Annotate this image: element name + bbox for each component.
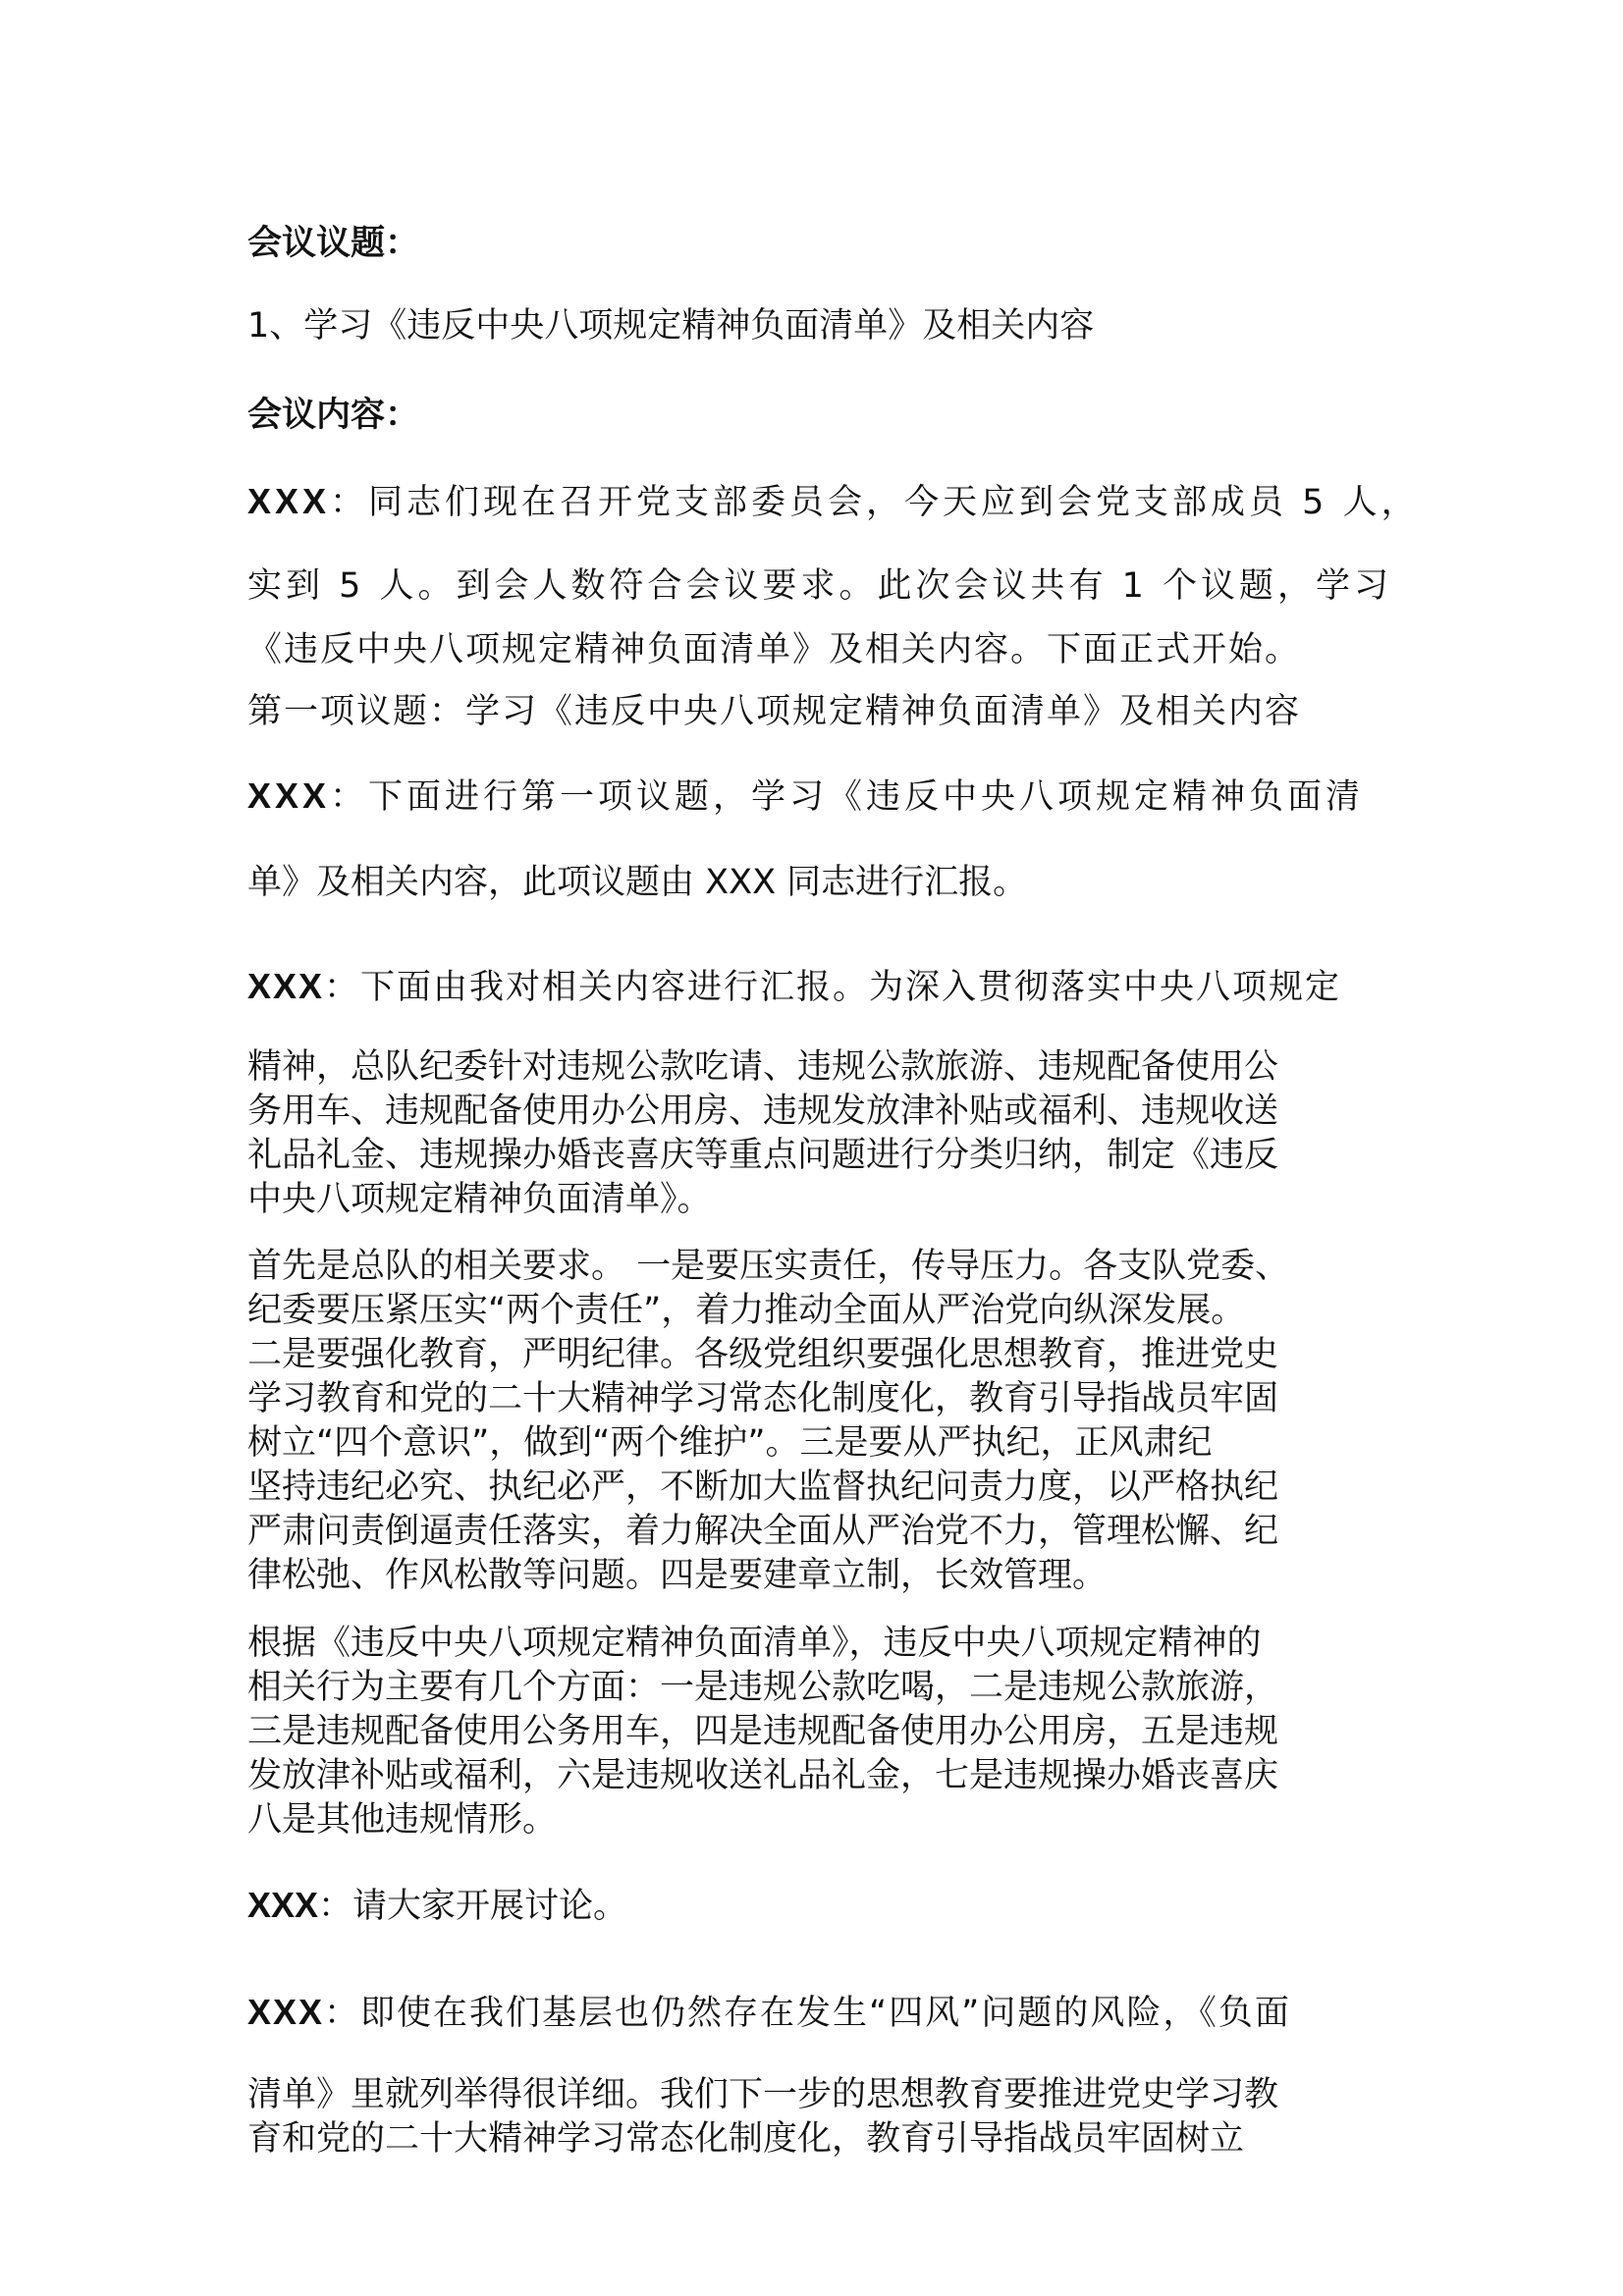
block2-line-2: 单》及相关内容，此项议题由 XXX 同志进行汇报。 (247, 863, 1028, 902)
list-line-4: 发放津补贴或福利，六是违规收送礼品礼金，七是违规操办婚丧喜庆 (247, 1756, 1279, 1795)
block3-line-2: 精神，总队纪委针对违规公款吃请、违规公款旅游、违规配备使用公 (247, 1047, 1279, 1087)
heading-meeting-topics: 会议议题： (247, 224, 420, 263)
req-line-1: 首先是总队的相关要求。 一是要压实责任，传导压力。各支队党委、 (247, 1247, 1290, 1286)
list-line-3: 三是违规配备使用公务用车，四是违规配备使用办公用房，五是违规 (247, 1712, 1279, 1751)
block3-line-3: 务用车、违规配备使用办公用房、违规发放津补贴或福利、违规收送 (247, 1092, 1279, 1131)
block1-line-2: 实到 5 人。到会人数符合会议要求。此次会议共有 1 个议题，学习 (247, 566, 1393, 606)
req-line-3: 二是要强化教育，严明纪律。各级党组织要强化思想教育，推进党史 (247, 1335, 1279, 1374)
block1-text-1: ：同志们现在召开党支部委员会，今天应到会党支部成员 5 人， (330, 483, 1420, 522)
block3-line-1 (247, 965, 1341, 1009)
block5-line-1 (247, 1991, 1291, 2035)
list-line-2: 相关行为主要有几个方面：一是违规公款吃喝，二是违规公款旅游， (247, 1668, 1279, 1707)
req-line-6: 坚持违纪必究、执纪必严，不断加大监督执纪问责力度，以严格执纪 (247, 1468, 1279, 1507)
req-line-7: 严肃问责倒逼责任落实，着力解决全面从严治党不力，管理松懈、纪 (247, 1512, 1279, 1551)
speaker-label: XXX (247, 966, 325, 1006)
block4-text-1: ：请大家开展讨论。 (318, 1887, 628, 1926)
block3-line-5: 中央八项规定精神负面清单》。 (247, 1180, 712, 1219)
block5-line-3: 育和党的二十大精神学习常态化制度化，教育引导指战员牢固树立 (247, 2119, 1245, 2159)
block2-line-1 (247, 774, 1364, 819)
speaker-label: XXX (247, 1885, 319, 1925)
block1-line-3: 《违反中央八项规定精神负面清单》及相关内容。下面正式开始。 (247, 630, 1302, 669)
speaker-label: XXX (247, 1992, 325, 2032)
req-line-5: 树立“四个意识”，做到“两个维护”。三是要从严执纪，正风肃纪 (247, 1423, 1213, 1463)
speaker-label: XXX (247, 775, 331, 816)
heading-meeting-content: 会议内容： (247, 396, 420, 435)
topic-item-1: 1、学习《违反中央八项规定精神负面清单》及相关内容 (247, 306, 1095, 346)
block1-line-1 (247, 480, 1420, 524)
block3-line-4: 礼品礼金、违规操办婚丧喜庆等重点问题进行分类归纳，制定《违反 (247, 1136, 1279, 1175)
speaker-label: XXX (247, 481, 331, 521)
block5-line-2: 清单》里就列举得很详细。我们下一步的思想教育要推进党史学习教 (247, 2075, 1279, 2114)
list-line-5: 八是其他违规情形。 (247, 1800, 558, 1840)
req-line-8: 律松弛、作风松散等问题。四是要建章立制，长效管理。 (247, 1556, 1108, 1595)
agenda-item-1: 第一项议题：学习《违反中央八项规定精神负面清单》及相关内容 (247, 692, 1302, 731)
block5-text-1: ：即使在我们基层也仍然存在发生“四风”问题的风险，《负面 (324, 1994, 1291, 2033)
block2-text-1: ：下面进行第一项议题，学习《违反中央八项规定精神负面清 (330, 777, 1365, 817)
req-line-4: 学习教育和党的二十大精神学习常态化制度化，教育引导指战员牢固 (247, 1379, 1279, 1418)
block4-line-1 (247, 1884, 627, 1928)
req-line-2: 纪委要压紧压实“两个责任”，着力推动全面从严治党向纵深发展。 (247, 1291, 1246, 1330)
block3-text-1: ：下面由我对相关内容进行汇报。为深入贯彻落实中央八项规定 (324, 968, 1342, 1007)
list-line-1: 根据《违反中央八项规定精神负面清单》，违反中央八项规定精神的 (247, 1624, 1262, 1663)
